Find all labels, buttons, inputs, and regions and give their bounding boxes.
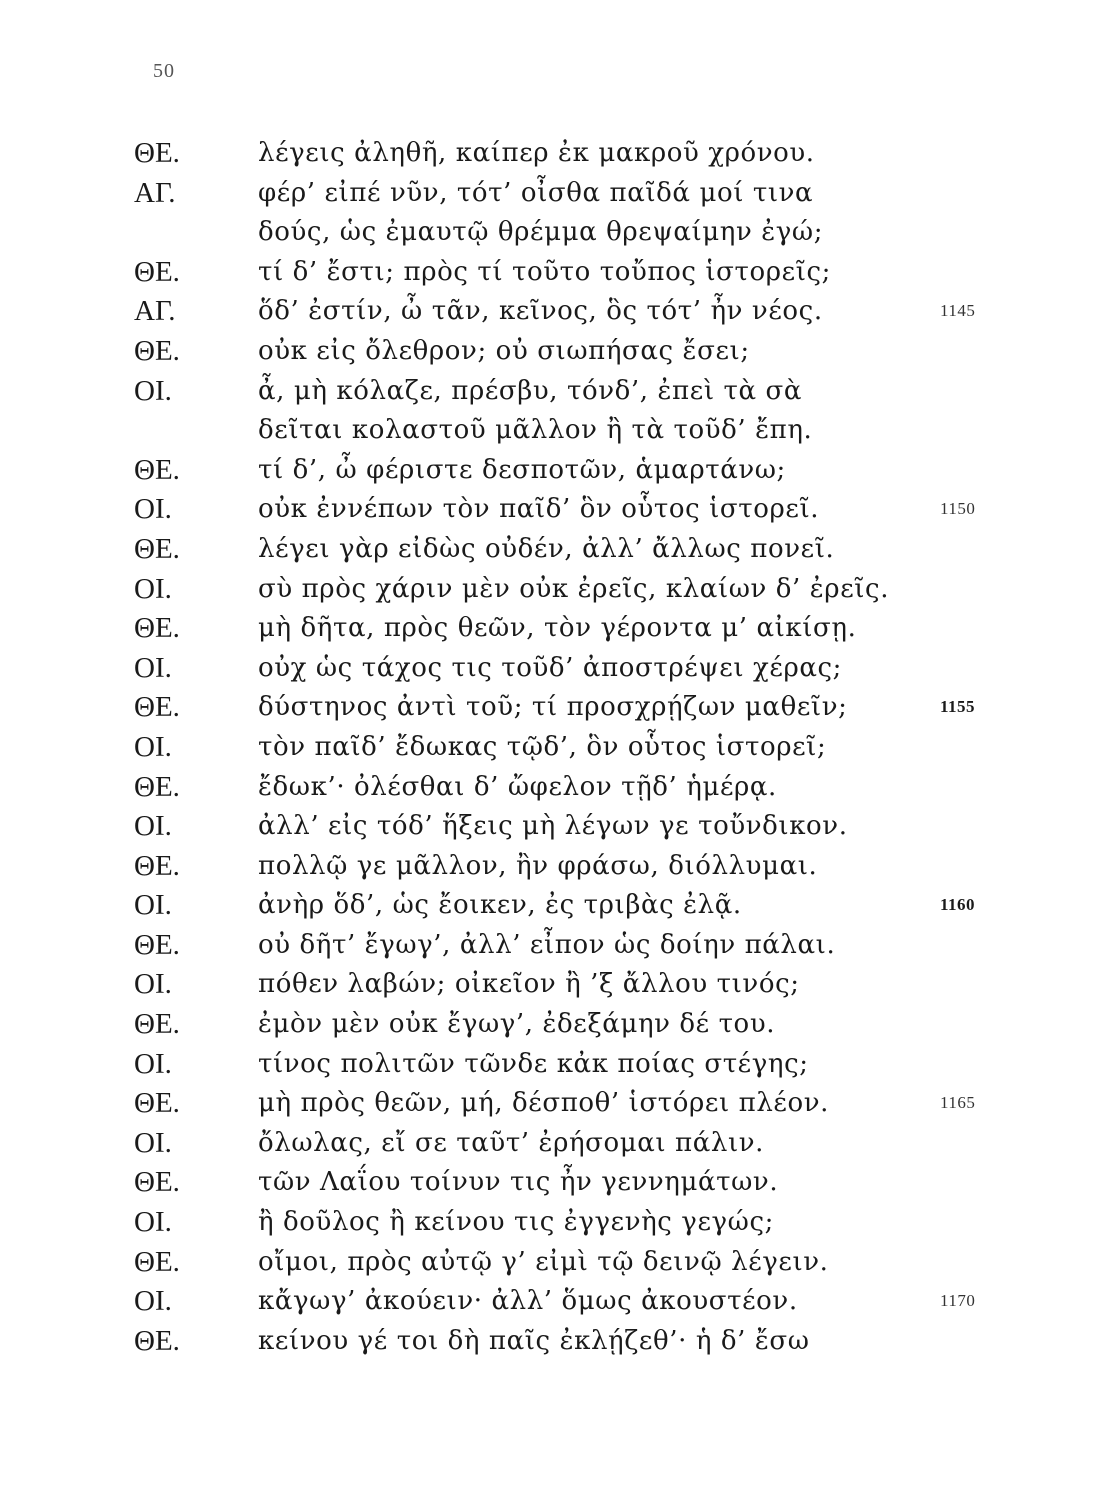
verse-line [0,1044,1111,1084]
verse-block [0,133,1111,1360]
speaker-label: ΟΙ. [134,810,172,843]
verse-line [0,133,1111,173]
verse-line [0,371,1111,411]
verse-line [0,1123,1111,1163]
verse-text: οὐ δῆτ’ ἔγωγ’, ἀλλ’ εἶπον ὡς δοίην πάλαι. [258,929,836,960]
verse-text: δύστηνος ἀντὶ τοῦ; τί προσχρῄζων μαθεῖν; [258,692,848,723]
verse-text: δούς, ὡς ἐμαυτῷ θρέμμα θρεψαίμην ἐγώ; [258,217,824,248]
speaker-label: ΘΕ. [134,1324,180,1357]
verse-line [0,767,1111,807]
verse-text: λέγει γὰρ εἰδὼς οὐδέν, ἀλλ’ ἄλλως πονεῖ. [258,533,835,564]
verse-line [0,1004,1111,1044]
verse-line [0,529,1111,569]
speaker-label: ΘΕ. [134,453,180,486]
speaker-label: ΟΙ. [134,493,172,526]
verse-text: λέγεις ἀληθῆ, καίπερ ἐκ μακροῦ χρόνου. [258,138,815,168]
verse-line [0,1202,1111,1242]
speaker-label: ΘΕ. [134,1008,180,1041]
verse-line [0,964,1111,1004]
line-number: 1160 [940,895,976,915]
speaker-label: ΘΕ. [134,1087,180,1120]
speaker-label: ΘΕ. [134,137,180,169]
verse-text: μὴ πρὸς θεῶν, μή, δέσποθ’ ἱστόρει πλέον. [258,1088,830,1119]
verse-text: ἐμὸν μὲν οὐκ ἔγωγ’, ἐδεξάμην δέ του. [258,1009,776,1040]
speaker-label: ΘΕ. [134,612,180,645]
verse-text: ἔδωκ’· ὀλέσθαι δ’ ὤφελον τῇδ’ ἡμέρᾳ. [258,771,777,802]
verse-text: οὐχ ὡς τάχος τις τοῦδ’ ἀποστρέψει χέρας; [258,652,843,683]
speaker-label: ΟΙ. [134,1047,172,1080]
speaker-label: ΘΕ. [134,1166,180,1199]
verse-text: φέρ’ εἰπέ νῦν, τότ’ οἶσθα παῖδά μοί τινα [258,177,814,208]
verse-line [0,648,1111,688]
speaker-label: ΑΓ. [134,295,176,328]
verse-line [0,608,1111,648]
verse-text: οὐκ ἐννέπων τὸν παῖδ’ ὃν οὗτος ἱστορεῖ. [258,494,820,525]
verse-text: πόθεν λαβών; οἰκεῖον ἢ ’ξ ἄλλου τινός; [258,969,800,1000]
verse-line [0,1162,1111,1202]
verse-line [0,687,1111,727]
verse-line [0,1321,1111,1361]
speaker-label: ΘΕ. [134,770,180,803]
speaker-label: ΟΙ. [134,889,172,922]
verse-text: οἴμοι, πρὸς αὐτῷ γ’ εἰμὶ τῷ δεινῷ λέγειν. [258,1246,829,1277]
verse-text: τῶν Λαΐου τοίνυν τις ἦν γεννημάτων. [258,1167,779,1198]
speaker-label: ΘΕ. [134,532,180,565]
speaker-label: ΘΕ. [134,1245,180,1278]
verse-line [0,806,1111,846]
verse-line [0,1242,1111,1282]
verse-line [0,410,1111,450]
speaker-label: ΘΕ. [134,255,180,288]
speaker-label: ΟΙ. [134,1126,172,1159]
verse-text: τί δ’, ὦ φέριστε δεσποτῶν, ἁμαρτάνω; [258,454,786,485]
speaker-label: ΘΕ. [134,928,180,961]
speaker-label: ΟΙ. [134,730,172,763]
speaker-label: ΟΙ. [134,374,172,407]
verse-line [0,1281,1111,1321]
verse-line [0,885,1111,925]
verse-line [0,331,1111,371]
line-number: 1155 [940,697,976,717]
verse-line [0,727,1111,767]
verse-text: κἄγωγ’ ἀκούειν· ἀλλ’ ὅμως ἀκουστέον. [258,1286,798,1317]
verse-text: ἀλλ’ εἰς τόδ’ ἥξεις μὴ λέγων γε τοὔνδικον. [258,811,848,842]
verse-text: μὴ δῆτα, πρὸς θεῶν, τὸν γέροντα μ’ αἰκίσῃ. [258,613,857,644]
verse-text: ἀνὴρ ὅδ’, ὡς ἔοικεν, ἐς τριβὰς ἐλᾷ. [258,890,742,921]
speaker-label: ΟΙ. [134,572,172,605]
speaker-label: ΟΙ. [134,1206,172,1239]
line-number: 1165 [940,1093,976,1113]
speaker-label: ΘΕ. [134,849,180,882]
line-number: 1150 [940,499,976,519]
verse-line [0,173,1111,213]
verse-text: τίνος πολιτῶν τῶνδε κἀκ ποίας στέγης; [258,1048,809,1079]
speaker-label: ΟΙ. [134,968,172,1001]
verse-text: σὺ πρὸς χάριν μὲν οὐκ ἐρεῖς, κλαίων δ’ ἐρεῖς. [258,573,890,604]
verse-text: τὸν παῖδ’ ἔδωκας τῷδ’, ὃν οὗτος ἱστορεῖ; [258,731,827,762]
verse-text: ἆ, μὴ κόλαζε, πρέσβυ, τόνδ’, ἐπεὶ τὰ σὰ [258,375,802,406]
speaker-label: ΟΙ. [134,651,172,684]
verse-text: δεῖται κολαστοῦ μᾶλλον ἢ τὰ τοῦδ’ ἔπη. [258,415,813,446]
verse-line [0,846,1111,886]
verse-line [0,925,1111,965]
verse-line [0,489,1111,529]
verse-text: οὐκ εἰς ὄλεθρον; οὐ σιωπήσας ἔσει; [258,335,750,366]
verse-text: ὄλωλας, εἴ σε ταῦτ’ ἐρήσομαι πάλιν. [258,1127,765,1158]
speaker-label: ΟΙ. [134,1285,172,1318]
verse-line [0,450,1111,490]
verse-text: πολλῷ γε μᾶλλον, ἢν φράσω, διόλλυμαι. [258,850,818,881]
verse-text: ἢ δοῦλος ἢ κείνου τις ἐγγενὴς γεγώς; [258,1207,774,1238]
speaker-label: ΑΓ. [134,176,176,209]
verse-text: τί δ’ ἔστι; πρὸς τί τοῦτο τοὔπος ἱστορεῖς; [258,256,832,287]
verse-line [0,252,1111,292]
line-number: 1170 [940,1291,976,1311]
speaker-label: ΘΕ. [134,691,180,724]
verse-line [0,212,1111,252]
verse-text: ὅδ’ ἐστίν, ὦ τᾶν, κεῖνος, ὃς τότ’ ἦν νέος. [258,296,823,327]
verse-line [0,569,1111,609]
line-number: 1145 [940,301,976,321]
verse-text: κείνου γέ τοι δὴ παῖς ἐκλῄζεθ’· ἡ δ’ ἔσω [258,1325,810,1356]
verse-line [0,291,1111,331]
verse-line [0,1083,1111,1123]
page-number: 50 [153,60,175,82]
speaker-label: ΘΕ. [134,334,180,367]
